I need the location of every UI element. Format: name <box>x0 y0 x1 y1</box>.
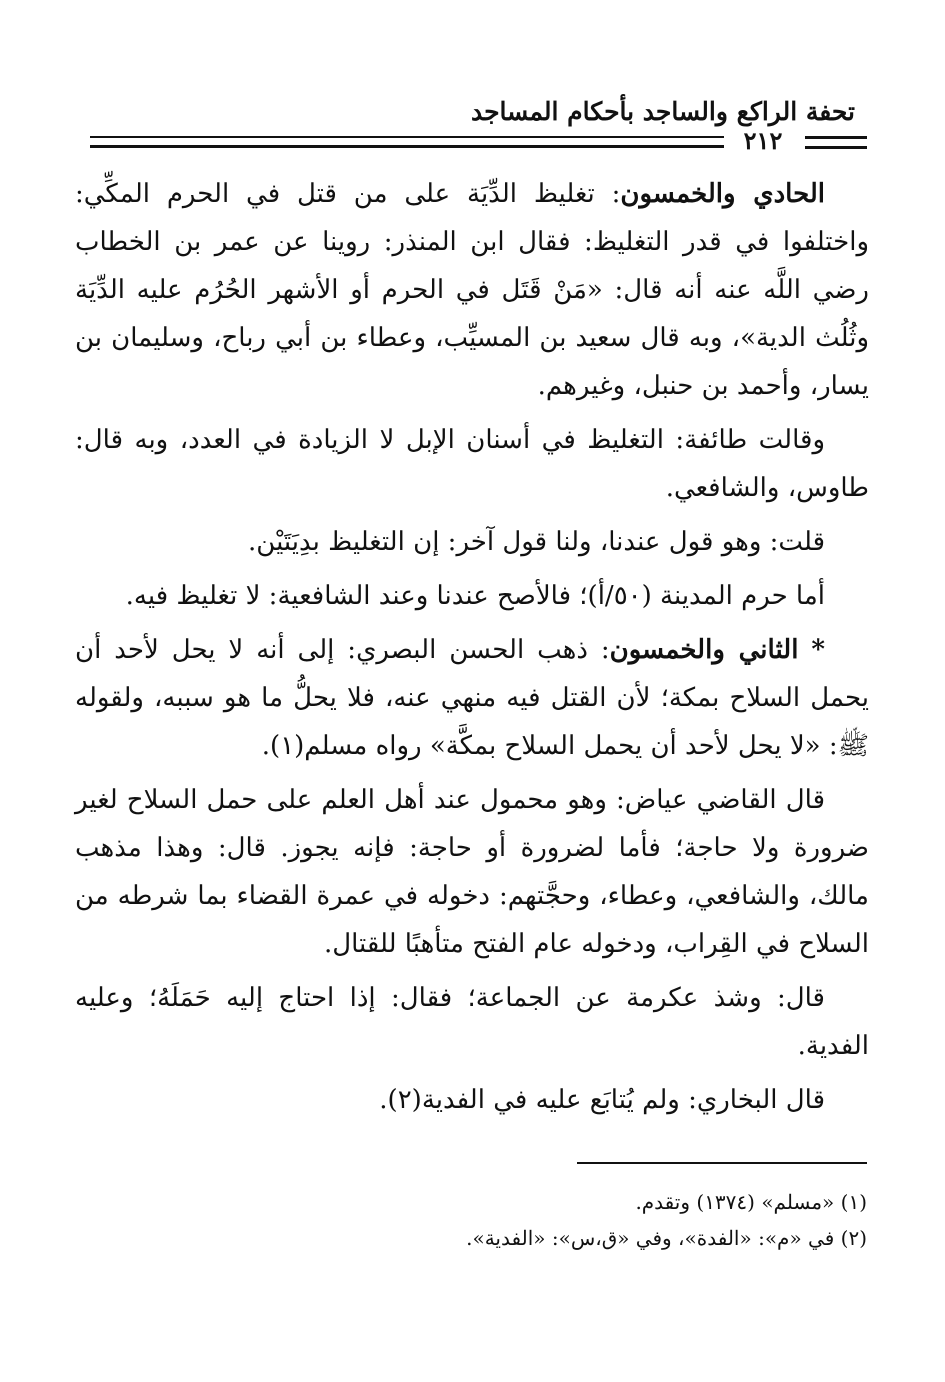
footnote-1: (١) «مسلم» (١٣٧٤) وتقدم. <box>635 1190 867 1214</box>
header-rule-top <box>90 136 724 138</box>
footnotes <box>77 1184 867 1256</box>
header-rule-bottom <box>90 145 724 148</box>
running-header-title: تحفة الراكع والساجد بأحكام المساجد <box>470 97 855 126</box>
paragraph-51 <box>75 170 869 410</box>
paragraph-text: : ذهب الحسن البصري: إلى أنه لا يحل لأحد أن يحمل السلاح بمكة؛ لأن القتل فيه منهي عنه، فلا يحلُّ ما هو سببه، ولقوله ﷺ: «لا يحل لأحد أن يحمل السلاح بمكَّة» رواه مسلم(١). <box>75 635 869 761</box>
section-heading: الحادي والخمسون <box>620 179 825 209</box>
paragraph-52 <box>75 626 869 770</box>
page-number-rule-top <box>805 136 867 139</box>
paragraph <box>75 416 869 512</box>
paragraph <box>75 974 869 1070</box>
paragraph-text: أما حرم المدينة (٥٠/أ)؛ فالأصح عندنا وعند الشافعية: لا تغليظ فيه. <box>125 581 825 611</box>
paragraph <box>75 1076 869 1124</box>
section-heading: الثاني والخمسون <box>609 635 799 665</box>
paragraph-text: قال البخاري: ولم يُتابَع عليه في الفدية(٢). <box>379 1085 825 1115</box>
paragraph <box>75 572 869 620</box>
paragraph-text: وقالت طائفة: التغليظ في أسنان الإبل لا الزيادة في العدد، وبه قال: طاوس، والشافعي. <box>75 425 869 503</box>
star-marker: * <box>811 635 825 665</box>
page-number: ٢١٢ <box>743 126 783 155</box>
footnote-2: (٢) في «م»: «الفدة»، وفي «ق،س»: «الفدية». <box>466 1226 867 1250</box>
paragraph-text: قال القاضي عياض: وهو محمول عند أهل العلم على حمل السلاح لغير ضرورة ولا حاجة؛ فأما لضرورة أو حاجة: فإنه يجوز. قال: وهذا مذهب مالك، والشافعي، وعطاء، وحجَّتهم: دخوله في عمرة القضاء بما شرطه من السلاح في القِراب، ودخوله عام الفتح متأهبًا للقتال. <box>75 785 869 959</box>
paragraph-text: : تغليظ الدِّيَة على من قتل في الحرم المكِّي: واختلفوا في قدر التغليظ: فقال ابن المنذر: روينا عن عمر بن الخطاب رضي اللَّه عنه أنه قال: «مَنْ قَتَل في الحرم أو الأشهر الحُرُم عليه الدِّيَة وثُلُث الدية»، وبه قال سعيد بن المسيِّب، وعطاء بن أبي رباح، وسليمان بن يسار، وأحمد بن حنبل، وغيرهم. <box>75 179 869 401</box>
paragraph <box>75 776 869 968</box>
page-number-rule-bottom <box>805 146 867 149</box>
paragraph-text: قال: وشذ عكرمة عن الجماعة؛ فقال: إذا احتاج إليه حَمَلَهُ؛ وعليه الفدية. <box>75 983 869 1061</box>
main-text <box>75 170 869 1130</box>
paragraph-text: قلت: وهو قول عندنا، ولنا قول آخر: إن التغليظ بدِيَتَيْن. <box>248 527 825 557</box>
footnote-separator <box>577 1162 867 1164</box>
paragraph <box>75 518 869 566</box>
